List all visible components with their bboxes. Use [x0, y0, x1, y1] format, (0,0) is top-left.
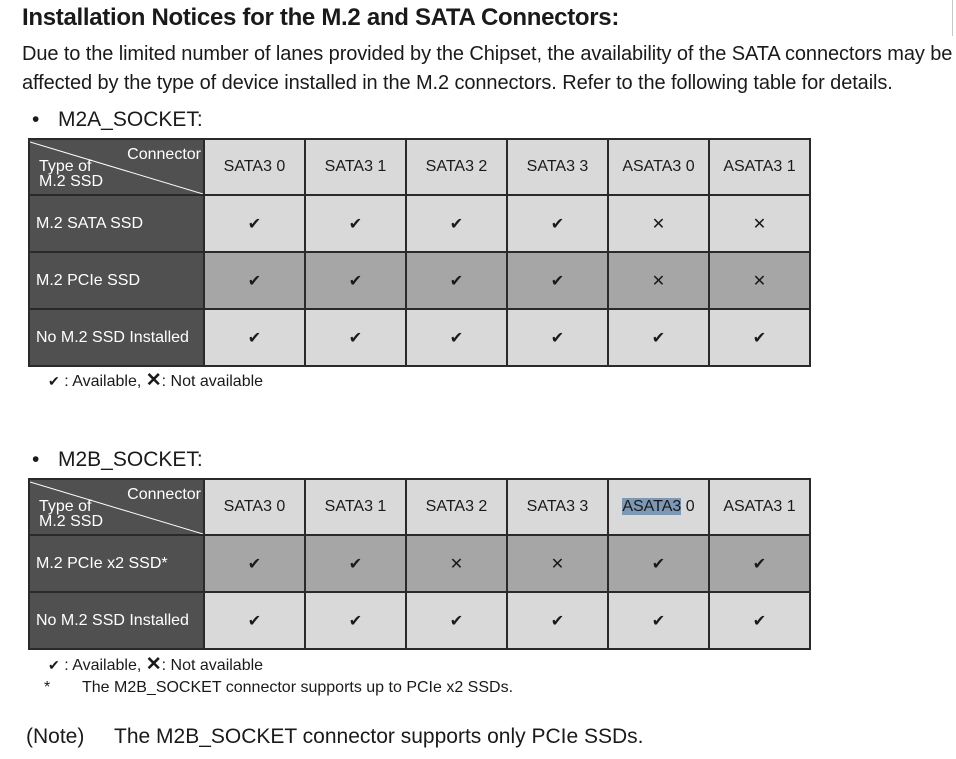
- m2b-heading-text: M2B_SOCKET:: [58, 448, 203, 471]
- column-header: SATA3 3: [507, 139, 608, 195]
- m2a-compat-table: [28, 138, 811, 367]
- status-cell-available: ✔: [204, 592, 305, 649]
- table-corner-cell: [29, 479, 204, 535]
- m2b-heading: [32, 448, 203, 472]
- column-header: SATA3 1: [305, 139, 406, 195]
- m2a-heading: [32, 108, 203, 132]
- table-corner-cell: [29, 139, 204, 195]
- status-cell-available: ✔: [204, 195, 305, 252]
- text-selection-highlight[interactable]: ASATA3: [622, 498, 682, 515]
- status-cell-unavailable: ✕: [608, 252, 709, 309]
- status-cell-available: ✔: [608, 309, 709, 366]
- m2a-legend: [48, 369, 263, 392]
- bullet-icon: •: [32, 448, 40, 471]
- column-header: ASATA3 1: [709, 479, 810, 535]
- row-label: No M.2 SSD Installed: [29, 309, 204, 366]
- corner-type-label: Type of M.2 SSD: [39, 498, 104, 530]
- cross-icon: ✕: [145, 654, 162, 675]
- status-cell-available: ✔: [204, 309, 305, 366]
- status-cell-available: ✔: [709, 592, 810, 649]
- table-row: [29, 252, 810, 309]
- page-edge-rule: [952, 0, 953, 36]
- column-header: SATA3 0: [204, 139, 305, 195]
- check-icon: ✔: [48, 373, 60, 389]
- corner-type-label: Type of M.2 SSD: [39, 158, 104, 190]
- m2a-heading-text: M2A_SOCKET:: [58, 108, 203, 131]
- footnote: [44, 679, 513, 697]
- legend-not-available-text: : Not available: [161, 657, 264, 674]
- column-header: SATA3 3: [507, 479, 608, 535]
- cross-icon: ✕: [145, 370, 162, 391]
- row-label: M.2 SATA SSD: [29, 195, 204, 252]
- table-row: [29, 195, 810, 252]
- table-row: [29, 592, 810, 649]
- row-label: M.2 PCIe x2 SSD*: [29, 535, 204, 592]
- corner-connector-label: Connector: [127, 146, 201, 163]
- status-cell-available: ✔: [305, 592, 406, 649]
- status-cell-available: ✔: [406, 252, 507, 309]
- table-row: [29, 535, 810, 592]
- status-cell-unavailable: ✕: [406, 535, 507, 592]
- m2b-compat-table: [28, 478, 811, 650]
- note: [26, 725, 644, 749]
- section-title: Installation Notices for the M.2 and SATA Connectors:: [22, 4, 620, 31]
- status-cell-available: ✔: [204, 535, 305, 592]
- intro-paragraph: Due to the limited number of lanes provided by the Chipset, the availability of the SATA connectors may be affected by the type of device installed in the M.2 connectors. Refer to the following table for details.: [22, 43, 953, 94]
- footnote-text: The M2B_SOCKET connector supports up to PCIe x2 SSDs.: [82, 679, 514, 696]
- row-label: M.2 PCIe SSD: [29, 252, 204, 309]
- legend-not-available-text: : Not available: [161, 373, 264, 390]
- status-cell-available: ✔: [204, 252, 305, 309]
- column-header: SATA3 0: [204, 479, 305, 535]
- status-cell-available: ✔: [305, 195, 406, 252]
- legend-available-text: : Available,: [64, 657, 142, 674]
- status-cell-available: ✔: [305, 535, 406, 592]
- bullet-icon: •: [32, 108, 40, 131]
- status-cell-available: ✔: [507, 195, 608, 252]
- status-cell-available: ✔: [507, 592, 608, 649]
- check-icon: ✔: [48, 657, 60, 673]
- table-header-row: [29, 139, 810, 195]
- table-row: [29, 309, 810, 366]
- status-cell-available: ✔: [608, 592, 709, 649]
- column-header: ASATA3 0: [608, 139, 709, 195]
- status-cell-available: ✔: [507, 252, 608, 309]
- status-cell-available: ✔: [305, 309, 406, 366]
- status-cell-unavailable: ✕: [709, 252, 810, 309]
- status-cell-available: ✔: [608, 535, 709, 592]
- table-header-row: [29, 479, 810, 535]
- status-cell-unavailable: ✕: [709, 195, 810, 252]
- status-cell-unavailable: ✕: [608, 195, 709, 252]
- status-cell-available: ✔: [305, 252, 406, 309]
- column-header: SATA3 1: [305, 479, 406, 535]
- row-label: No M.2 SSD Installed: [29, 592, 204, 649]
- column-header: SATA3 2: [406, 479, 507, 535]
- column-header-selected[interactable]: ASATA3 0: [608, 479, 709, 535]
- status-cell-unavailable: ✕: [507, 535, 608, 592]
- note-text: The M2B_SOCKET connector supports only PCIe SSDs.: [114, 725, 644, 748]
- footnote-marker: *: [44, 679, 51, 696]
- status-cell-available: ✔: [709, 535, 810, 592]
- column-header: ASATA3 1: [709, 139, 810, 195]
- status-cell-available: ✔: [709, 309, 810, 366]
- m2b-legend: [48, 653, 263, 676]
- corner-connector-label: Connector: [127, 486, 201, 503]
- legend-available-text: : Available,: [64, 373, 142, 390]
- status-cell-available: ✔: [406, 309, 507, 366]
- status-cell-available: ✔: [507, 309, 608, 366]
- status-cell-available: ✔: [406, 592, 507, 649]
- note-label: (Note): [26, 725, 85, 748]
- column-header: SATA3 2: [406, 139, 507, 195]
- status-cell-available: ✔: [406, 195, 507, 252]
